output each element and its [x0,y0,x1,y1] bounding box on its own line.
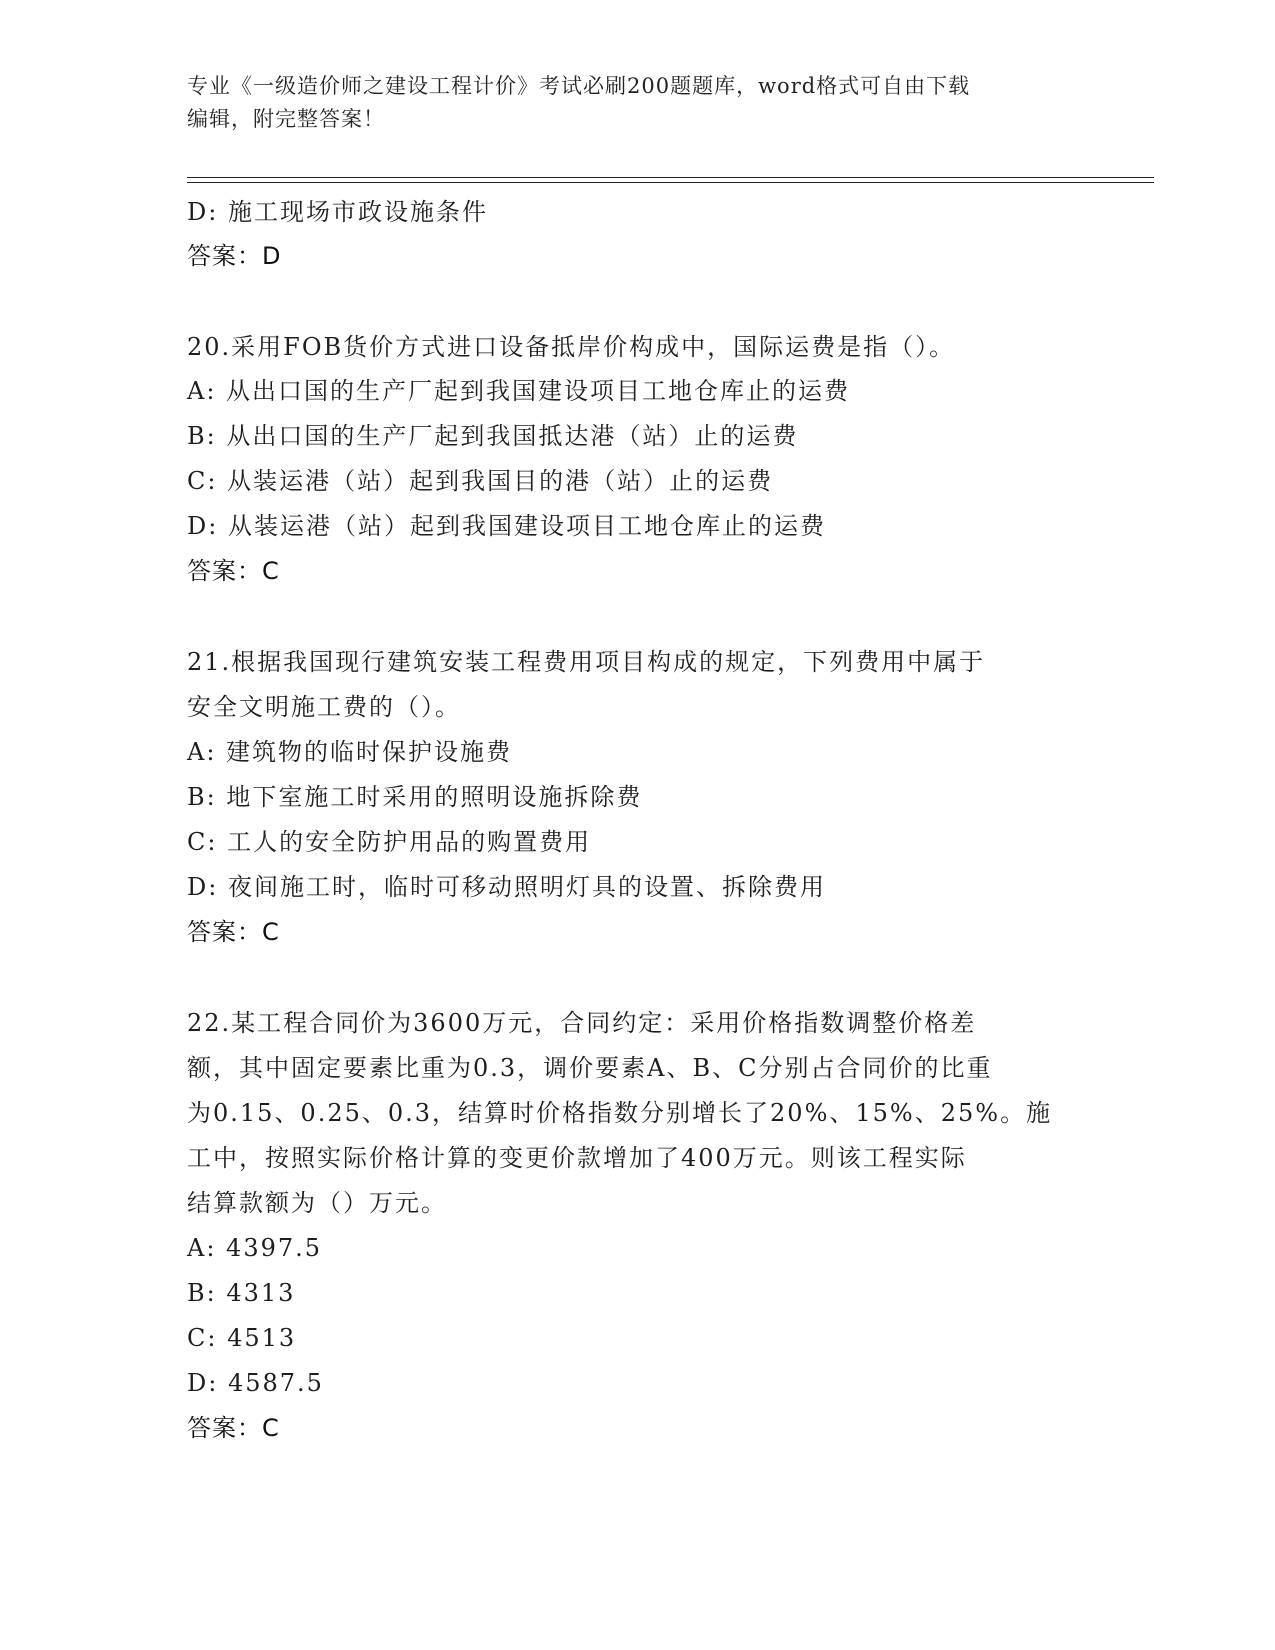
q21-option-d: D: 夜间施工时，临时可移动照明灯具的设置、拆除费用 [187,873,826,901]
q22-stem-line-2: 额，其中固定要素比重为0.3，调价要素A、B、C分别占合同价的比重 [187,1054,993,1082]
header-divider-bottom [187,182,1154,183]
header-line-1: 专业《一级造价师之建设工程计价》考试必刷200题题库，word格式可自由下载 [187,74,971,98]
q22-option-d: D: 4587.5 [187,1369,324,1397]
header-line-2: 编辑，附完整答案！ [187,107,385,131]
q21-stem-line-2: 安全文明施工费的（）。 [187,693,461,721]
q22-stem-line-1: 22.某工程合同价为3600万元，合同约定：采用价格指数调整价格差 [187,1009,977,1037]
q21-stem-line-1: 21.根据我国现行建筑安装工程费用项目构成的规定，下列费用中属于 [187,648,986,676]
q20-option-d: D: 从装运港（站）起到我国建设项目工地仓库止的运费 [187,512,826,540]
q21-option-b: B: 地下室施工时采用的照明设施拆除费 [187,783,643,811]
q22-answer: 答案：C [187,1414,280,1442]
q22-stem-line-3: 为0.15、0.25、0.3，结算时价格指数分别增长了20%、15%、25%。施 [187,1099,1053,1127]
header-divider-top [187,177,1154,178]
q20-option-a: A: 从出口国的生产厂起到我国建设项目工地仓库止的运费 [187,377,851,405]
q19-answer: 答案：D [187,242,282,270]
q22-stem-line-4: 工中，按照实际价格计算的变更价款增加了400万元。则该工程实际 [187,1144,967,1172]
q20-answer: 答案：C [187,557,280,585]
q22-option-b: B: 4313 [187,1279,296,1307]
q20-option-c: C: 从装运港（站）起到我国目的港（站）止的运费 [187,467,774,495]
page-header [187,70,1087,136]
q22-stem-line-5: 结算款额为（）万元。 [187,1189,447,1217]
q21-answer: 答案：C [187,918,280,946]
q21-option-c: C: 工人的安全防护用品的购置费用 [187,828,592,856]
q21-option-a: A: 建筑物的临时保护设施费 [187,738,513,766]
q20-option-b: B: 从出口国的生产厂起到我国抵达港（站）止的运费 [187,422,799,450]
q20-stem: 20.采用FOB货价方式进口设备抵岸价构成中，国际运费是指（）。 [187,333,956,361]
q22-option-c: C: 4513 [187,1324,297,1352]
q22-option-a: A: 4397.5 [187,1234,323,1262]
q19-option-d: D: 施工现场市政设施条件 [187,198,488,226]
